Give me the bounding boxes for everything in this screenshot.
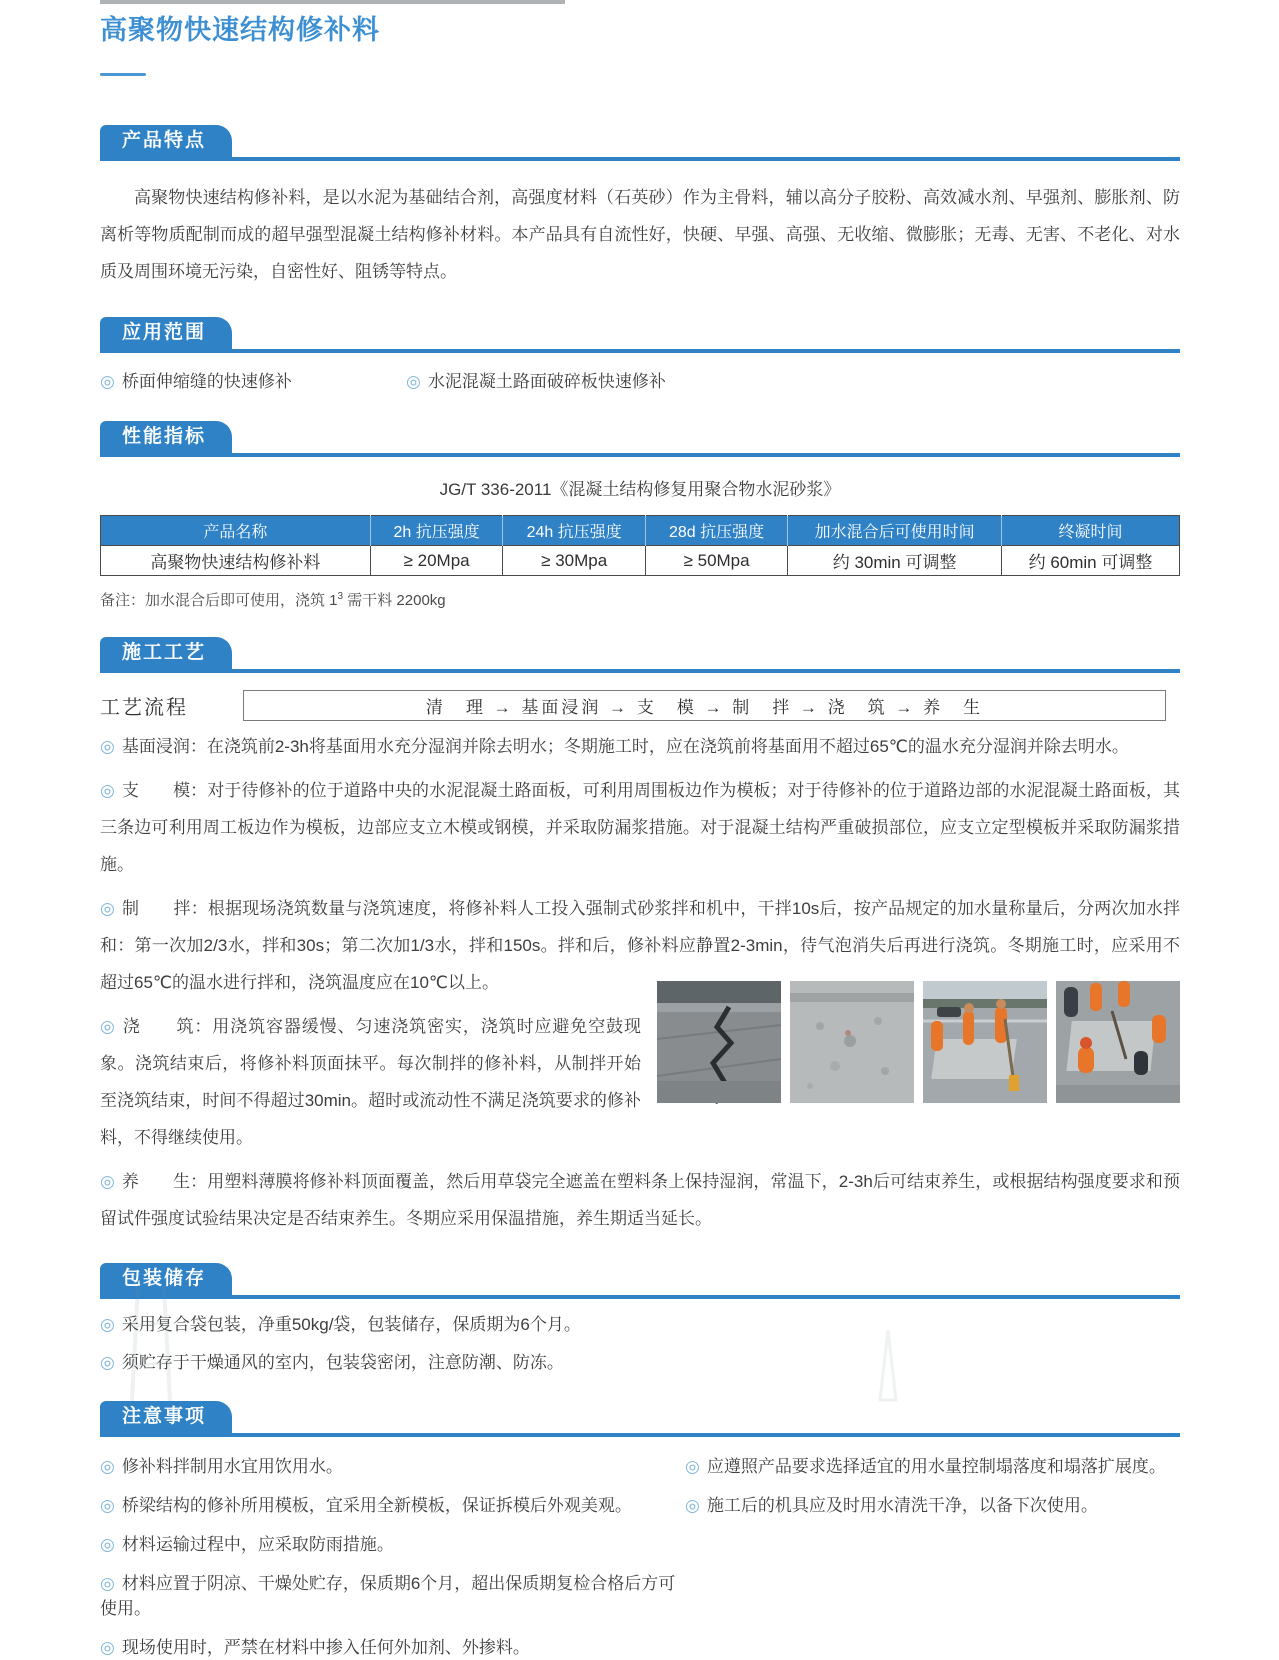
standard-reference: JG/T 336-2011《混凝土结构修复用聚合物水泥砂浆》 — [439, 480, 841, 499]
section-tab-features: 产品特点 — [100, 125, 232, 157]
process-flow-row — [100, 690, 1180, 721]
bullet-icon: ◎ — [406, 372, 421, 391]
flow-diagram: 清 理 → 基面浸润 → 支 模 → 制 拌 → 浇 筑 → 养 生 — [243, 690, 1166, 721]
note-item: ◎ 应遵照产品要求选择适宜的用水量控制塌落度和塌落扩展度。 — [685, 1457, 1166, 1476]
note-item: ◎ 材料应置于阴凉、干燥处贮存，保质期6个月，超出保质期复检合格后方可使用。 — [100, 1574, 676, 1618]
bullet-icon: ◎ — [100, 1315, 115, 1334]
application-item: ◎ 水泥混凝土路面破碎板快速修补 — [406, 372, 666, 391]
bullet-icon: ◎ — [100, 1353, 115, 1372]
construction-photo-strip — [657, 981, 1180, 1103]
table-header-row — [101, 516, 1180, 546]
col-header: 终凝时间 — [1001, 516, 1179, 546]
bullet-icon: ◎ — [100, 372, 115, 391]
flow-label: 工艺流程 — [100, 697, 188, 719]
process-step-wetting: ◎ 基面浸润：在浇筑前2-3h将基面用水充分湿润并除去明水；冬期施工时，应在浇筑前将基面用不超过65℃的温水充分湿润并除去明水。 — [100, 737, 1129, 756]
note-item: ◎ 桥梁结构的修补所用模板，宜采用全新模板，保证拆模后外观美观。 — [100, 1496, 632, 1515]
bullet-icon: ◎ — [100, 899, 116, 918]
bullet-icon: ◎ — [100, 1496, 115, 1515]
section-heading-performance — [100, 421, 1180, 457]
bullet-icon: ◎ — [100, 781, 115, 800]
features-paragraph: 高聚物快速结构修补料，是以水泥为基础结合剂，高强度材料（石英砂）作为主骨料，辅以高分子胶粉、高效减水剂、早强剂、膨胀剂、防离析等物质配制而成的超早强型混凝土结构修补材料。本产品具有自流性好，快硬、早强、高强、无收缩、微膨胀；无毒、无害、不老化、对水质及周围环境无污染，自密性好、阻锈等特点。 — [100, 188, 1180, 281]
superscript: 3 — [337, 591, 344, 602]
col-header: 28d 抗压强度 — [645, 516, 787, 546]
application-list — [100, 369, 1180, 395]
section-heading-process — [100, 637, 1180, 673]
bullet-icon: ◎ — [685, 1496, 700, 1515]
table-cell: ≥ 30Mpa — [503, 546, 645, 576]
table-remark: 备注：加水混合后即可使用，浇筑 $1^3$ 需干料 2200kg — [100, 591, 446, 609]
section-heading-application — [100, 317, 1180, 353]
table-row — [101, 546, 1180, 576]
photo-cracked-pavement — [657, 981, 781, 1103]
packaging-item: ◎ 须贮存于干燥通风的室内，包装袋密闭，注意防潮、防冻。 — [100, 1353, 564, 1372]
performance-table — [100, 515, 1180, 576]
bullet-icon: ◎ — [100, 1457, 115, 1476]
col-header: 产品名称 — [101, 516, 371, 546]
bullet-icon: ◎ — [685, 1457, 700, 1476]
photo-broken-concrete-surface — [790, 981, 914, 1103]
table-cell: 约 60min 可调整 — [1001, 546, 1179, 576]
section-tab-notes: 注意事项 — [100, 1401, 232, 1433]
bullet-icon: ◎ — [100, 1638, 115, 1657]
section-heading-notes — [100, 1401, 1180, 1437]
bullet-icon: ◎ — [100, 1535, 115, 1554]
table-cell: 高聚物快速结构修补料 — [101, 546, 371, 576]
page-title: 高聚物快速结构修补料 — [100, 15, 380, 45]
bullet-icon: ◎ — [100, 737, 115, 756]
section-tab-packaging: 包装储存 — [100, 1263, 232, 1295]
note-item: ◎ 现场使用时，严禁在材料中掺入任何外加剂、外掺料。 — [100, 1638, 530, 1657]
note-item: ◎ 修补料拌制用水宜用饮用水。 — [100, 1457, 343, 1476]
table-cell: 约 30min 可调整 — [788, 546, 1002, 576]
process-step-formwork: ◎ 支 模：对于待修补的位于道路中央的水泥混凝土路面板，可利用周围板边作为模板；对于待修补的位于道路边部的水泥混凝土路面板，其三条边可利用周工板边作为模板，边部应支立木模或钢模，并采取防漏浆措施。对于混凝土结构严重破损部位，应支立定型模板并采取防漏浆措施。 — [100, 781, 1181, 874]
table-cell: ≥ 20Mpa — [370, 546, 503, 576]
section-tab-application: 应用范围 — [100, 317, 232, 349]
col-header: 24h 抗压强度 — [503, 516, 645, 546]
note-item: ◎ 施工后的机具应及时用水清洗干净，以备下次使用。 — [685, 1496, 1098, 1515]
col-header: 加水混合后可使用时间 — [788, 516, 1002, 546]
packaging-item: ◎ 采用复合袋包装，净重50kg/袋，包装储存，保质期为6个月。 — [100, 1315, 581, 1334]
bullet-icon: ◎ — [100, 1172, 115, 1191]
title-underline — [100, 73, 146, 76]
process-step-curing: ◎ 养 生：用塑料薄膜将修补料顶面覆盖，然后用草袋完全遮盖在塑料条上保持湿润，常温下，2-3h后可结束养生，或根据结构强度要求和预留试件强度试验结果决定是否结束养生。冬期应采用保温措施，养生期适当延长。 — [100, 1172, 1180, 1228]
section-heading-packaging — [100, 1263, 1180, 1299]
col-header: 2h 抗压强度 — [370, 516, 503, 546]
bullet-icon: ◎ — [100, 1017, 116, 1036]
notes-list — [100, 1440, 1180, 1660]
table-cell: ≥ 50Mpa — [645, 546, 787, 576]
section-heading-features — [100, 125, 1180, 161]
section-tab-performance: 性能指标 — [100, 421, 232, 453]
process-step-mixing: ◎ 制 拌：根据现场浇筑数量与浇筑速度，将修补料人工投入强制式砂浆拌和机中，干拌10s后，按产品规定的加水量称量后，分两次加水拌和：第一次加2/3水，拌和30s；第二次加1/3水，拌和150s。拌和后，修补料应静置2-3min，待气泡消失后再进行浇筑。冬期施工时，应采用不超过65℃的温水进行拌和，浇筑温度应在10℃以上。 — [100, 899, 1180, 992]
section-tab-process: 施工工艺 — [100, 637, 232, 669]
application-item: ◎ 桥面伸缩缝的快速修补 — [100, 372, 292, 391]
bullet-icon: ◎ — [100, 1574, 115, 1593]
photo-workers-removing-slab — [923, 981, 1047, 1103]
process-step-pouring: ◎ 浇 筑：用浇筑容器缓慢、匀速浇筑密实，浇筑时应避免空鼓现象。浇筑结束后，将修补料顶面抹平。每次制拌的修补料，从制拌开始至浇筑结束，时间不得超过30min。超时或流动性不满足浇筑要求的修补料，不得继续使用。 — [100, 1008, 1180, 1156]
photo-workers-pouring-repair — [1056, 981, 1180, 1103]
note-item: ◎ 材料运输过程中，应采取防雨措施。 — [100, 1535, 394, 1554]
